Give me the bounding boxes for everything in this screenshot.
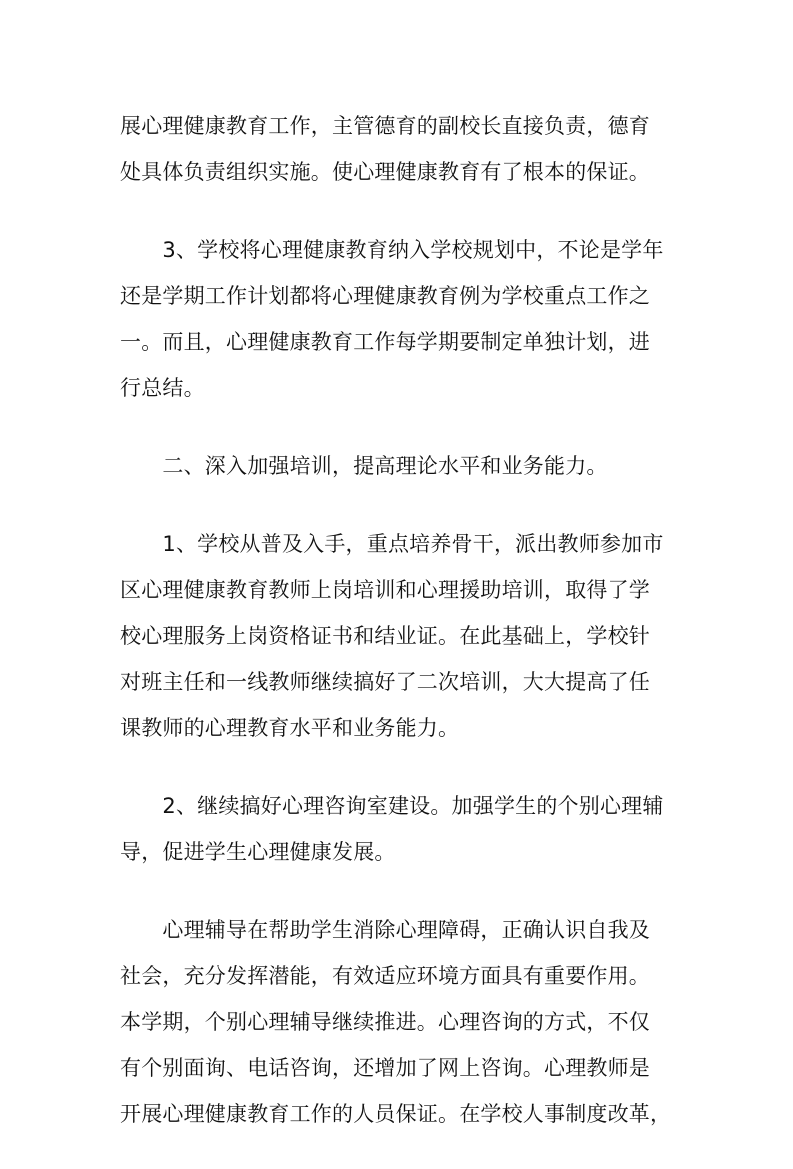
text-line: 开展心理健康教育工作的人员保证。在学校人事制度改革， xyxy=(120,1102,672,1126)
text-line: 展心理健康教育工作，主管德育的副校长直接负责，德育 xyxy=(120,114,650,138)
text-line: 2、继续搞好心理咨询室建设。加强学生的个别心理辅 xyxy=(120,794,664,818)
text-line: 导，促进学生心理健康发展。 xyxy=(120,840,396,864)
heading-line: 二、深入加强培训，提高理论水平和业务能力。 xyxy=(120,454,608,478)
text-line: 校心理服务上岗资格证书和结业证。在此基础上，学校针 xyxy=(120,624,650,648)
text-line: 3、学校将心理健康教育纳入学校规划中，不论是学年 xyxy=(120,238,664,262)
text-line: 心理辅导在帮助学生消除心理障碍，正确认识自我及 xyxy=(120,918,650,942)
text-line: 还是学期工作计划都将心理健康教育例为学校重点工作之 xyxy=(120,284,650,308)
text-line: 1、学校从普及入手，重点培养骨干，派出教师参加市 xyxy=(120,532,664,556)
text-line: 对班主任和一线教师继续搞好了二次培训，大大提高了任 xyxy=(120,670,650,694)
document-body xyxy=(120,103,672,1169)
paragraph-item-2 xyxy=(120,783,672,875)
text-line: 课教师的心理教育水平和业务能力。 xyxy=(120,716,460,740)
text-line: 行总结。 xyxy=(120,376,205,400)
text-line: 有个别面询、电话咨询，还增加了网上咨询。心理教师是 xyxy=(120,1056,650,1080)
text-line: 社会，充分发挥潜能，有效适应环境方面具有重要作用。 xyxy=(120,964,650,988)
text-line: 区心理健康教育教师上岗培训和心理援助培训，取得了学 xyxy=(120,578,650,602)
text-line: 一。而且，心理健康教育工作每学期要制定单独计划，进 xyxy=(120,330,650,354)
paragraph-item-3 xyxy=(120,227,672,411)
paragraph-continuation xyxy=(120,103,672,195)
section-heading xyxy=(120,443,672,489)
paragraph-item-1 xyxy=(120,521,672,751)
paragraph-counseling xyxy=(120,907,672,1137)
text-line: 处具体负责组织实施。使心理健康教育有了根本的保证。 xyxy=(120,160,650,184)
text-line: 本学期，个别心理辅导继续推进。心理咨询的方式，不仅 xyxy=(120,1010,650,1034)
